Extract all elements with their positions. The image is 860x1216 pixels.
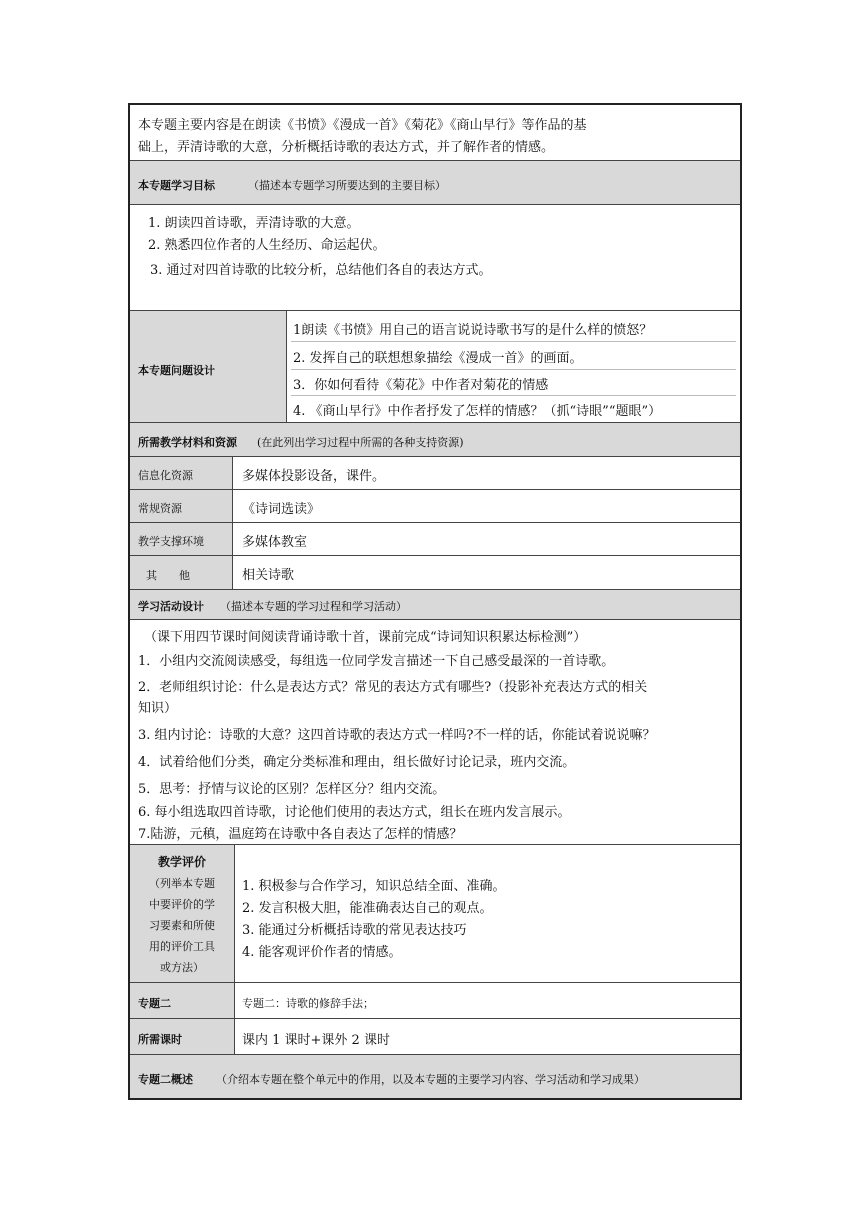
resource-label: 常规资源 [138, 502, 182, 515]
resource-row [130, 556, 740, 590]
topic2-row [130, 983, 740, 1019]
resource-label-cell [130, 490, 232, 522]
activities-header [130, 590, 740, 620]
evaluation-item: 3. 能通过分析概括诗歌的常见表达技巧 [242, 923, 467, 938]
activity-line: （课下用四节课时间阅读背诵诗歌十首，课前完成“诗词知识积累达标检测”） [144, 630, 587, 645]
hours-row [130, 1019, 740, 1055]
overview-line: 本专题主要内容是在朗读《书愤》《漫成一首》《菊花》《商山早行》等作品的基 [138, 118, 587, 133]
topic2-value: 专题二：诗歌的修辞手法； [242, 997, 374, 1010]
divider [234, 845, 235, 982]
resource-label: 其 他 [146, 569, 190, 582]
resource-value: 相关诗歌 [242, 568, 295, 583]
divider [232, 523, 233, 555]
overview-line: 础上，弄清诗歌的大意，分析概括诗歌的表达方式，并了解作者的情感。 [138, 140, 555, 155]
divider [232, 490, 233, 522]
overview-row [130, 105, 740, 161]
questions-label-cell [130, 311, 286, 422]
evaluation-row [130, 845, 740, 983]
resource-row [130, 490, 740, 523]
resource-label: 教学支撑环境 [138, 535, 204, 548]
divider [291, 341, 736, 342]
evaluation-item: 4. 能客观评价作者的情感。 [242, 945, 402, 960]
questions-list [287, 311, 740, 422]
activity-line: 4．试着给他们分类，确定分类标准和理由，组长做好讨论记录，班内交流。 [138, 755, 576, 770]
activities-hint: （描述本专题的学习过程和学习活动） [220, 600, 407, 613]
resource-value: 多媒体投影设备，课件。 [242, 469, 386, 484]
resource-label-cell [130, 457, 232, 489]
question-item: 1朗读《书愤》用自己的语言说说诗歌书写的是什么样的愤怒？ [293, 323, 653, 338]
resources-heading: 所需教学材料和资源 [138, 436, 237, 449]
evaluation-item: 2. 发言积极大胆，能准确表达自己的观点。 [242, 901, 493, 916]
activity-line: 5．思考：抒情与议论的区别？怎样区分？组内交流。 [138, 782, 446, 797]
divider [291, 395, 736, 396]
lesson-plan-table [128, 103, 742, 1100]
question-item: 3．你如何看待《菊花》中作者对菊花的情感 [293, 378, 549, 393]
resource-row [130, 523, 740, 556]
hours-label-cell [130, 1019, 234, 1054]
activities-body [130, 620, 740, 845]
evaluation-heading: 教学评价 [157, 855, 206, 869]
activity-line: 知识） [138, 701, 178, 716]
resource-label: 信息化资源 [138, 469, 193, 482]
activity-line: 1．小组内交流阅读感受，每组选一位同学发言描述一下自己感受最深的一首诗歌。 [138, 654, 615, 669]
goal-item: 3. 通过对四首诗歌的比较分析，总结他们各自的表达方式。 [150, 263, 492, 278]
resource-label-cell [130, 556, 232, 589]
hours-label: 所需课时 [138, 1033, 182, 1046]
activities-heading: 学习活动设计 [138, 600, 204, 613]
evaluation-label-cell [130, 845, 234, 982]
topic2-overview-hint: （介绍本专题在整个单元中的作用，以及本专题的主要学习内容、学习活动和学习成果） [216, 1073, 645, 1086]
evaluation-desc: （列举本专题 [149, 877, 215, 890]
goals-heading: 本专题学习目标 [138, 179, 215, 192]
resources-hint: (在此列出学习过程中所需的各种支持资源) [257, 436, 464, 449]
topic2-label-cell [130, 983, 234, 1018]
evaluation-desc: 或方法） [160, 961, 204, 974]
evaluation-desc: 习要素和所使 [149, 919, 215, 932]
goals-list [130, 205, 740, 311]
question-item: 4. 《商山早行》中作者抒发了怎样的情感？（抓“诗眼”“题眼”） [293, 404, 662, 419]
questions-row [130, 311, 740, 423]
resource-value: 多媒体教室 [242, 535, 308, 550]
goal-item: 2. 熟悉四位作者的人生经历、命运起伏。 [148, 238, 386, 253]
topic2-overview-heading: 专题二概述 [138, 1073, 193, 1086]
evaluation-item: 1. 积极参与合作学习，知识总结全面、准确。 [242, 879, 506, 894]
goal-item: 1. 朗读四首诗歌，弄清诗歌的大意。 [148, 216, 360, 231]
goals-hint: （描述本专题学习所要达到的主要目标） [248, 179, 446, 192]
evaluation-desc: 用的评价工具 [149, 940, 215, 953]
divider [291, 369, 736, 370]
divider [234, 1019, 235, 1054]
resources-header [130, 423, 740, 457]
activity-line: 2．老师组织讨论：什么是表达方式？常见的表达方式有哪些?（投影补充表达方式的相关 [138, 680, 648, 695]
evaluation-desc: 中要评价的学 [149, 898, 215, 911]
activity-line: 3. 组内讨论：诗歌的大意？这四首诗歌的表达方式一样吗?不一样的话，你能试着说说嘛？ [138, 728, 656, 743]
resource-label-cell [130, 523, 232, 555]
topic2-overview-header [130, 1055, 740, 1098]
question-item: 2. 发挥自己的联想想象描绘《漫成一首》的画面。 [293, 351, 583, 366]
questions-heading: 本专题问题设计 [138, 364, 215, 377]
activity-line: 7.陆游，元稹，温庭筠在诗歌中各自表达了怎样的情感？ [138, 827, 463, 842]
goals-header [130, 161, 740, 205]
resource-value: 《诗词选读》 [242, 502, 321, 517]
resource-row [130, 457, 740, 490]
divider [232, 556, 233, 589]
divider [234, 983, 235, 1018]
topic2-label: 专题二 [138, 997, 171, 1010]
activity-line: 6. 每小组选取四首诗歌，讨论他们使用的表达方式，组长在班内发言展示。 [138, 805, 571, 820]
hours-value: 课内 1 课时+课外 2 课时 [242, 1033, 390, 1048]
divider [232, 457, 233, 489]
